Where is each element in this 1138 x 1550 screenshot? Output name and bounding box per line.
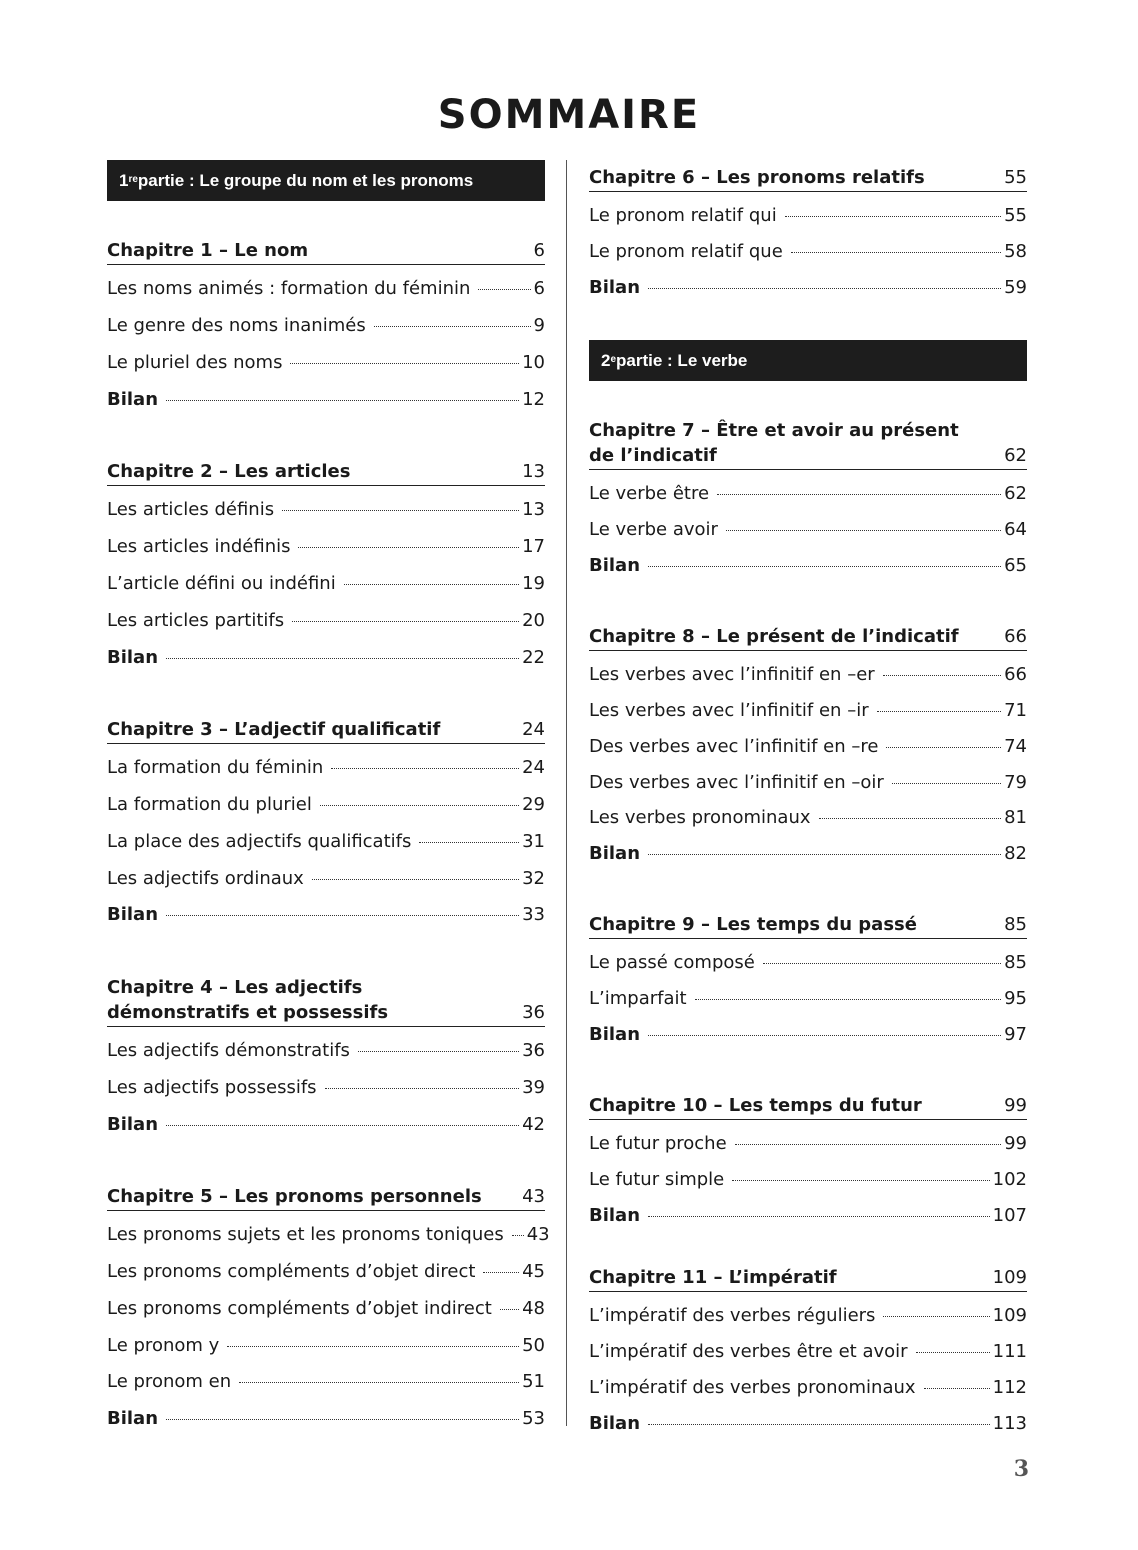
chapter-title: Chapitre 2 – Les articles (107, 461, 351, 482)
entry-page: 48 (522, 1298, 545, 1319)
entry-page: 12 (522, 389, 545, 410)
toc-entry[interactable] (589, 204, 1027, 228)
toc-entry[interactable] (107, 867, 545, 891)
entry-label: Les adjectifs démonstratifs (107, 1040, 350, 1061)
entry-label: Le verbe avoir (589, 519, 718, 540)
chapter-heading[interactable] (107, 717, 545, 744)
toc-entry[interactable] (589, 482, 1027, 506)
entry-label: Les articles définis (107, 499, 275, 520)
part-label: partie : Le groupe du nom et les pronoms (137, 170, 474, 190)
entry-label: Les verbes avec l’infinitif en –ir (589, 700, 869, 721)
entry-label: L’impératif des verbes réguliers (589, 1305, 876, 1326)
toc-entry[interactable] (107, 572, 545, 596)
dot-leader (892, 783, 1001, 784)
chapter-title: Chapitre 4 – Les adjectifs démonstratifs et possessifs (107, 977, 389, 1023)
toc-entry[interactable] (589, 663, 1027, 687)
entry-label: Le pronom en (107, 1371, 232, 1392)
toc-entry[interactable] (589, 518, 1027, 542)
toc-entry[interactable] (107, 314, 545, 338)
toc-entry-bilan[interactable] (589, 276, 1027, 300)
entry-label: Bilan (107, 1408, 159, 1429)
chapter-title: Chapitre 11 – L’impératif (589, 1267, 837, 1288)
chapter-heading[interactable] (107, 459, 545, 486)
part-label: partie : Le verbe (616, 350, 748, 370)
dot-leader (512, 1235, 524, 1236)
dot-leader (239, 1382, 519, 1383)
entry-label: L’impératif des verbes pronominaux (589, 1377, 916, 1398)
entry-page: 112 (992, 1377, 1027, 1398)
dot-leader (785, 216, 1001, 217)
column-divider (566, 160, 567, 1426)
toc-entry[interactable] (107, 1260, 545, 1284)
toc-entry-bilan[interactable] (107, 646, 545, 670)
entry-page: 42 (522, 1114, 545, 1135)
dot-leader (886, 747, 1001, 748)
chapter-page: 55 (1004, 167, 1027, 188)
dot-leader (358, 1051, 519, 1052)
entry-label: Bilan (589, 843, 641, 864)
dot-leader (883, 675, 1001, 676)
entry-label: Les noms animés : formation du féminin (107, 278, 471, 299)
dot-leader (227, 1346, 519, 1347)
entry-label: Le pronom y (107, 1335, 220, 1356)
toc-entry[interactable] (589, 951, 1027, 975)
toc-entry-bilan[interactable] (589, 554, 1027, 578)
entry-page: 43 (526, 1224, 550, 1245)
page-title: SOMMAIRE (437, 92, 701, 138)
entry-page: 22 (522, 647, 545, 668)
toc-entry[interactable] (589, 699, 1027, 723)
entry-page: 55 (1004, 205, 1027, 226)
dot-leader (325, 1088, 520, 1089)
entry-page: 24 (522, 757, 545, 778)
dot-leader (883, 1316, 989, 1317)
chapter-title: Chapitre 9 – Les temps du passé (589, 914, 917, 935)
part-number: 1 (119, 170, 129, 190)
entry-label: Le futur simple (589, 1169, 725, 1190)
dot-leader (735, 1144, 1001, 1145)
entry-label: Bilan (107, 647, 159, 668)
entry-page: 111 (992, 1341, 1027, 1362)
entry-page: 109 (992, 1305, 1027, 1326)
dot-leader (648, 1035, 1001, 1036)
toc-entry[interactable] (589, 771, 1027, 795)
dot-leader (695, 999, 1002, 1000)
entry-label: Les verbes pronominaux (589, 807, 811, 828)
dot-leader (648, 288, 1001, 289)
toc-entry[interactable] (107, 277, 545, 301)
entry-page: 39 (522, 1077, 545, 1098)
entry-page: 31 (522, 831, 545, 852)
toc-entry[interactable] (107, 498, 545, 522)
toc-entry[interactable] (107, 1076, 545, 1100)
entry-label: Les adjectifs ordinaux (107, 868, 304, 889)
entry-page: 17 (522, 536, 545, 557)
entry-page: 95 (1004, 988, 1027, 1009)
entry-page: 71 (1004, 700, 1027, 721)
chapter-title: Chapitre 5 – Les pronoms personnels (107, 1186, 482, 1207)
entry-page: 59 (1004, 277, 1027, 298)
entry-page: 97 (1004, 1024, 1027, 1045)
chapter-heading[interactable] (107, 238, 545, 265)
entry-page: 45 (522, 1261, 545, 1282)
entry-page: 51 (522, 1371, 545, 1392)
toc-entry[interactable] (107, 830, 545, 854)
dot-leader (763, 963, 1001, 964)
entry-label: Bilan (589, 1413, 641, 1434)
toc-entry[interactable] (589, 240, 1027, 264)
entry-label: Des verbes avec l’infinitif en –re (589, 736, 879, 757)
entry-label: Le verbe être (589, 483, 710, 504)
toc-entry[interactable] (107, 1334, 545, 1358)
entry-label: Les pronoms compléments d’objet indirect (107, 1298, 492, 1319)
toc-entry[interactable] (107, 793, 545, 817)
entry-label: La place des adjectifs qualificatifs (107, 831, 412, 852)
dot-leader (166, 400, 519, 401)
entry-label: Les articles indéfinis (107, 536, 291, 557)
dot-leader (648, 1216, 990, 1217)
entry-label: La formation du féminin (107, 757, 324, 778)
chapter-page: 6 (533, 240, 545, 261)
toc-entry-bilan[interactable] (589, 842, 1027, 866)
part-number: 2 (601, 350, 611, 370)
chapter-heading[interactable] (589, 1265, 1027, 1292)
toc-entry[interactable] (107, 351, 545, 375)
dot-leader (478, 289, 530, 290)
chapter-page: 99 (1004, 1095, 1027, 1116)
chapter-heading[interactable] (589, 418, 1027, 470)
entry-page: 53 (522, 1408, 545, 1429)
dot-leader (717, 494, 1001, 495)
toc-entry-bilan[interactable] (589, 1023, 1027, 1047)
toc-entry[interactable] (107, 1370, 545, 1394)
entry-page: 29 (522, 794, 545, 815)
dot-leader (648, 566, 1001, 567)
entry-label: Bilan (589, 1024, 641, 1045)
entry-page: 82 (1004, 843, 1027, 864)
toc-entry[interactable] (107, 1297, 545, 1321)
chapter-title: Chapitre 6 – Les pronoms relatifs (589, 167, 925, 188)
toc-entry[interactable] (589, 806, 1027, 830)
entry-label: Bilan (107, 389, 159, 410)
dot-leader (166, 1125, 519, 1126)
entry-page: 13 (522, 499, 545, 520)
entry-page: 10 (522, 352, 545, 373)
dot-leader (419, 842, 519, 843)
chapter-page: 24 (522, 719, 545, 740)
entry-label: L’impératif des verbes être et avoir (589, 1341, 908, 1362)
entry-label: L’article défini ou indéfini (107, 573, 336, 594)
toc-entry[interactable] (589, 1340, 1027, 1364)
dot-leader (726, 530, 1001, 531)
chapter-heading[interactable] (589, 1093, 1027, 1120)
dot-leader (374, 326, 531, 327)
entry-page: 102 (992, 1169, 1027, 1190)
entry-label: Le passé composé (589, 952, 755, 973)
entry-label: Bilan (107, 904, 159, 925)
entry-label: Les pronoms sujets et les pronoms toniques (107, 1224, 504, 1245)
dot-leader (166, 658, 519, 659)
toc-entry[interactable] (589, 1304, 1027, 1328)
toc-entry[interactable] (107, 1223, 550, 1247)
chapter-title: Chapitre 10 – Les temps du futur (589, 1095, 922, 1116)
dot-leader (298, 547, 519, 548)
entry-label: Bilan (107, 1114, 159, 1135)
entry-label: Le genre des noms inanimés (107, 315, 366, 336)
toc-entry[interactable] (589, 1132, 1027, 1156)
chapter-page: 13 (522, 461, 545, 482)
dot-leader (500, 1309, 519, 1310)
part-2-banner[interactable] (589, 340, 1027, 381)
page-number: 3 (1013, 1456, 1029, 1482)
chapter-page: 85 (1004, 914, 1027, 935)
chapter-heading[interactable] (589, 912, 1027, 939)
entry-page: 66 (1004, 664, 1027, 685)
dot-leader (166, 1419, 519, 1420)
toc-entry[interactable] (107, 609, 545, 633)
entry-page: 20 (522, 610, 545, 631)
entry-label: L’imparfait (589, 988, 687, 1009)
part-ordinal: re (128, 174, 138, 185)
part-1-banner[interactable] (107, 160, 545, 201)
entry-page: 99 (1004, 1133, 1027, 1154)
dot-leader (331, 768, 519, 769)
entry-page: 113 (992, 1413, 1027, 1434)
toc-entry-bilan[interactable] (589, 1412, 1027, 1436)
entry-label: La formation du pluriel (107, 794, 312, 815)
entry-label: Les adjectifs possessifs (107, 1077, 317, 1098)
entry-page: 85 (1004, 952, 1027, 973)
entry-page: 6 (533, 278, 545, 299)
dot-leader (916, 1352, 990, 1353)
entry-page: 32 (522, 868, 545, 889)
toc-entry[interactable] (107, 1039, 545, 1063)
entry-page: 50 (522, 1335, 545, 1356)
toc-entry[interactable] (589, 1168, 1027, 1192)
entry-page: 107 (992, 1205, 1027, 1226)
entry-page: 19 (522, 573, 545, 594)
dot-leader (648, 1424, 990, 1425)
dot-leader (344, 584, 519, 585)
entry-label: Des verbes avec l’infinitif en –oir (589, 772, 884, 793)
entry-label: Les articles partitifs (107, 610, 285, 631)
entry-page: 9 (533, 315, 545, 336)
entry-page: 62 (1004, 483, 1027, 504)
chapter-heading[interactable] (107, 1184, 545, 1211)
entry-page: 74 (1004, 736, 1027, 757)
part-ordinal: e (610, 354, 617, 365)
chapter-page: 43 (522, 1186, 545, 1207)
chapter-title: Chapitre 8 – Le présent de l’indicatif (589, 626, 959, 647)
toc-entry[interactable] (589, 987, 1027, 1011)
dot-leader (877, 711, 1002, 712)
entry-label: Les verbes avec l’infinitif en –er (589, 664, 875, 685)
dot-leader (282, 510, 519, 511)
toc-entry-bilan[interactable] (107, 388, 545, 412)
entry-label: Le pronom relatif qui (589, 205, 777, 226)
dot-leader (166, 915, 519, 916)
toc-entry-bilan[interactable] (589, 1204, 1027, 1228)
entry-page: 36 (522, 1040, 545, 1061)
entry-label: Le pluriel des noms (107, 352, 283, 373)
dot-leader (648, 854, 1001, 855)
toc-entry-bilan[interactable] (107, 1113, 545, 1137)
entry-label: Le pronom relatif que (589, 241, 783, 262)
dot-leader (732, 1180, 989, 1181)
toc-entry[interactable] (589, 1376, 1027, 1400)
chapter-title: Chapitre 7 – Être et avoir au présent de l’indicatif (589, 420, 959, 466)
dot-leader (483, 1272, 519, 1273)
toc-entry[interactable] (107, 756, 545, 780)
dot-leader (819, 818, 1002, 819)
chapter-page: 109 (992, 1267, 1027, 1288)
chapter-title: Chapitre 1 – Le nom (107, 240, 309, 261)
entry-page: 65 (1004, 555, 1027, 576)
chapter-heading[interactable] (589, 624, 1027, 651)
entry-page: 33 (522, 904, 545, 925)
toc-entry-bilan[interactable] (107, 1407, 545, 1431)
toc-entry-bilan[interactable] (107, 903, 545, 927)
entry-label: Bilan (589, 277, 641, 298)
chapter-page: 66 (1004, 626, 1027, 647)
dot-leader (290, 363, 519, 364)
chapter-heading[interactable] (107, 975, 545, 1027)
entry-page: 79 (1004, 772, 1027, 793)
chapter-page: 62 (1004, 445, 1027, 466)
chapter-page: 36 (522, 1002, 545, 1023)
dot-leader (791, 252, 1001, 253)
dot-leader (924, 1388, 990, 1389)
toc-entry[interactable] (107, 535, 545, 559)
toc-entry[interactable] (589, 735, 1027, 759)
entry-label: Les pronoms compléments d’objet direct (107, 1261, 476, 1282)
entry-page: 81 (1004, 807, 1027, 828)
dot-leader (320, 805, 519, 806)
chapter-heading[interactable] (589, 165, 1027, 192)
entry-label: Le futur proche (589, 1133, 727, 1154)
entry-label: Bilan (589, 1205, 641, 1226)
entry-label: Bilan (589, 555, 641, 576)
dot-leader (292, 621, 519, 622)
dot-leader (312, 879, 519, 880)
entry-page: 64 (1004, 519, 1027, 540)
entry-page: 58 (1004, 241, 1027, 262)
chapter-title: Chapitre 3 – L’adjectif qualificatif (107, 719, 441, 740)
